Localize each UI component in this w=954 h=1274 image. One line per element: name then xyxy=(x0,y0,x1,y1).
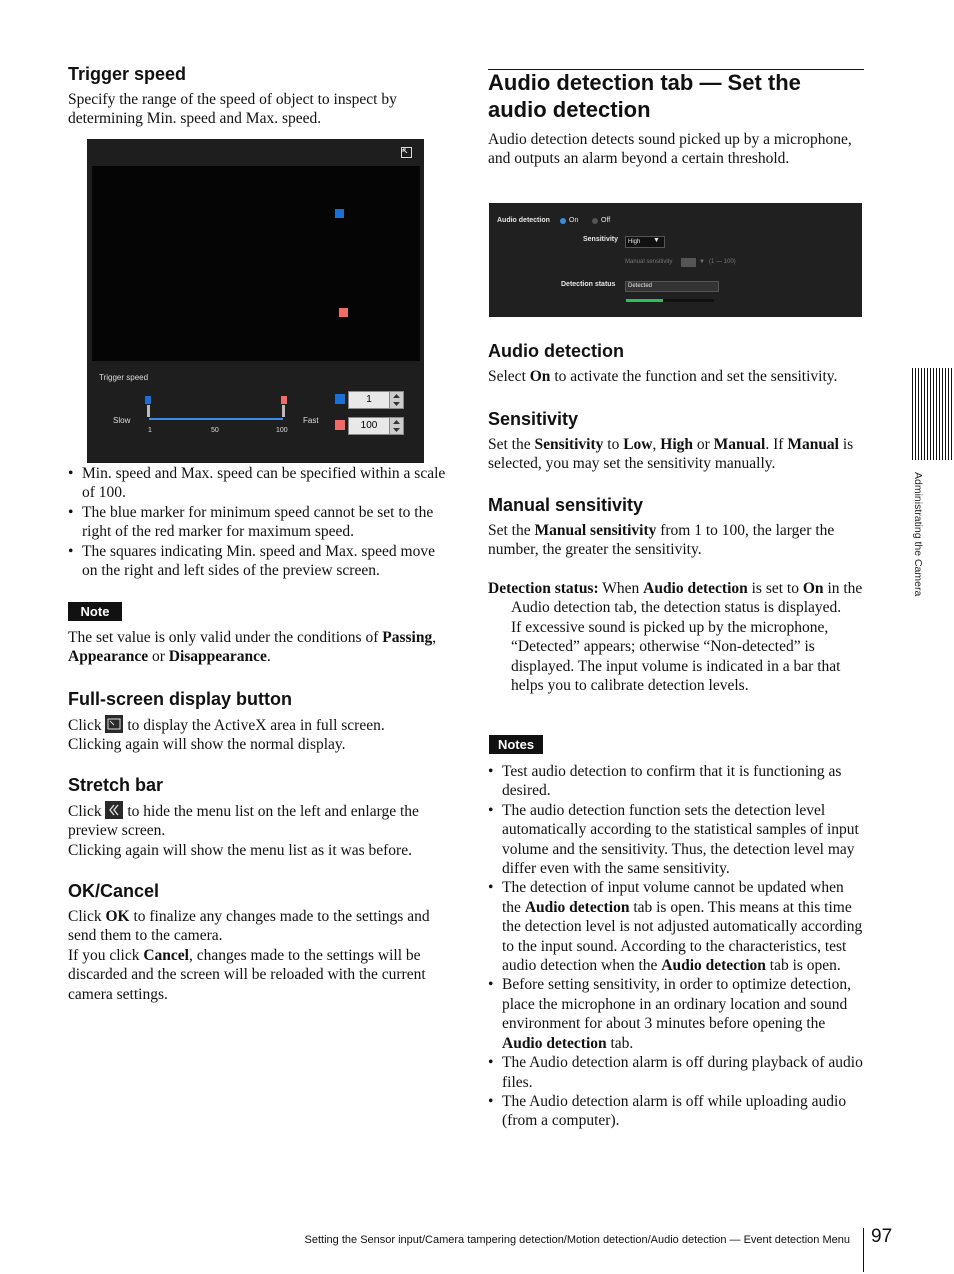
fullscreen-text: Click to display the ActiveX area in full screen. Clicking again will show the normal display. xyxy=(68,717,385,754)
detection-status-label: Detection status xyxy=(561,281,616,288)
list-item: • The audio detection function sets the detection level automatically according to the statistical samples of input volume and the sensitivity. Thus, the detection level may differ even with the same sensitivity. xyxy=(488,801,864,879)
chapter-tab-stripes xyxy=(912,368,954,460)
fullscreen-button-icon xyxy=(105,715,123,733)
footer-divider xyxy=(863,1228,864,1272)
fullscreen-heading: Full-screen display button xyxy=(68,689,293,709)
list-item: • The Audio detection alarm is off during playback of audio files. xyxy=(488,1053,864,1092)
stretch-bar-heading: Stretch bar xyxy=(68,775,164,795)
audio-detection-panel xyxy=(489,203,862,317)
max-speed-stepper[interactable] xyxy=(389,417,404,435)
sensitivity-select[interactable]: High xyxy=(625,236,665,248)
list-item: • The squares indicating Min. speed and Max. speed move on the right and left sides of the preview screen. xyxy=(68,542,448,581)
note-text: The set value is only valid under the conditions of Passing, Appearance or Disappearance. xyxy=(68,629,437,666)
max-speed-color-swatch xyxy=(335,420,345,430)
ok-cancel-heading: OK/Cancel xyxy=(68,881,160,901)
input-volume-fill xyxy=(626,299,663,302)
list-item: • The Audio detection alarm is off while uploading audio (from a computer). xyxy=(488,1092,864,1131)
audio-detection-heading: Audio detection xyxy=(488,341,624,361)
stretch-bar-text: Click to hide the menu list on the left and enlarge the preview screen. Clicking again will show the menu list as it was before. xyxy=(68,803,419,859)
preview-screen xyxy=(92,166,420,361)
fullscreen-icon[interactable] xyxy=(401,147,412,158)
speed-slider-track[interactable] xyxy=(149,418,283,420)
audio-intro: Audio detection detects sound picked up by a microphone, and outputs an alarm beyond a certain threshold. xyxy=(488,131,852,168)
max-speed-input[interactable]: 100 xyxy=(348,417,390,435)
page-title: Audio detection tab — Set the audio detection xyxy=(488,70,801,122)
max-slider-handle[interactable] xyxy=(282,405,285,417)
chapter-tab-label: Administrating the Camera xyxy=(912,472,924,597)
input-volume-bar xyxy=(626,299,714,302)
audio-detection-label: Audio detection xyxy=(497,217,550,224)
fast-label: Fast xyxy=(303,416,319,425)
double-chevron-left-icon xyxy=(105,801,123,819)
min-speed-stepper[interactable] xyxy=(389,391,404,409)
chevron-down-icon[interactable]: ▼ xyxy=(653,237,660,244)
manual-sensitivity-input[interactable] xyxy=(681,258,696,267)
manual-sensitivity-heading: Manual sensitivity xyxy=(488,495,644,515)
list-item: • Min. speed and Max. speed can be specified within a scale of 100. xyxy=(68,464,448,503)
max-speed-square xyxy=(339,308,348,317)
trigger-speed-description: Specify the range of the speed of object to inspect by determining Min. speed and Max. speed. xyxy=(68,91,397,128)
manual-range: (1 — 100) xyxy=(709,259,736,265)
radio-on-label: On xyxy=(569,217,579,224)
min-speed-marker[interactable] xyxy=(145,396,151,404)
radio-on[interactable] xyxy=(560,218,566,224)
trigger-speed-heading: Trigger speed xyxy=(68,64,187,84)
footer-text: Setting the Sensor input/Camera tampering detection/Motion detection/Audio detection — Event detection Menu xyxy=(304,1234,850,1246)
trigger-speed-bullets xyxy=(68,464,448,580)
manual-sensitivity-text: Set the Manual sensitivity from 1 to 100, the larger the number, the greater the sensitivity. xyxy=(488,522,835,559)
page-number: 97 xyxy=(871,1226,893,1247)
detection-status-description: Detection status: When Audio detection is set to On in the Audio detection tab, the detection status is displayed. If excessive sound is picked up by the microphone, “Detected” appears; otherwise “Non-detected” is displayed. The input volume is indicated in a bar that helps you to calibrate detection levels. xyxy=(488,580,863,695)
panel-trigger-speed-label: Trigger speed xyxy=(99,373,149,382)
manual-sensitivity-label: Manual sensitivity xyxy=(625,259,673,265)
tick-50: 50 xyxy=(211,427,219,434)
min-speed-square xyxy=(335,209,344,218)
manual-sensitivity-chevron-icon[interactable]: ▼ xyxy=(699,259,705,265)
tick-100: 100 xyxy=(276,427,288,434)
sensitivity-heading: Sensitivity xyxy=(488,409,579,429)
tick-1: 1 xyxy=(148,427,152,434)
list-item: • The blue marker for minimum speed cannot be set to the right of the red marker for maximum speed. xyxy=(68,503,448,542)
ok-cancel-text: Click OK to finalize any changes made to the settings and send them to the camera. If you click Cancel, changes made to the settings will be discarded and the screen will be reloaded with the current camera settings. xyxy=(68,908,430,1003)
radio-off[interactable] xyxy=(592,218,598,224)
notes-label: Notes xyxy=(489,735,543,754)
min-slider-handle[interactable] xyxy=(147,405,150,417)
max-speed-marker[interactable] xyxy=(281,396,287,404)
note-label: Note xyxy=(68,602,122,621)
sensitivity-text: Set the Sensitivity to Low, High or Manual. If Manual is selected, you may set the sensitivity manually. xyxy=(488,436,854,473)
notes-list xyxy=(488,762,864,1131)
trigger-speed-panel xyxy=(87,139,424,463)
min-speed-input[interactable]: 1 xyxy=(348,391,390,409)
audio-detection-text: Select On to activate the function and set the sensitivity. xyxy=(488,368,838,385)
slow-label: Slow xyxy=(113,416,131,425)
list-item: • Test audio detection to confirm that it is functioning as desired. xyxy=(488,762,864,801)
sensitivity-label: Sensitivity xyxy=(583,236,619,243)
radio-off-label: Off xyxy=(601,217,611,224)
list-item: • Before setting sensitivity, in order to optimize detection, place the microphone in an ordinary location and sound environment for about 3 minutes before opening the Audio detection tab. xyxy=(488,975,864,1053)
detection-status-value: Detected xyxy=(625,281,719,292)
chapter-tab xyxy=(912,472,926,622)
list-item: • The detection of input volume cannot be updated when the Audio detection tab is open. This means at this time the detection level is not adjusted automatically according to the input sound. According to the characteristics, test audio detection when the Audio detection tab is open. xyxy=(488,878,864,975)
min-speed-color-swatch xyxy=(335,394,345,404)
